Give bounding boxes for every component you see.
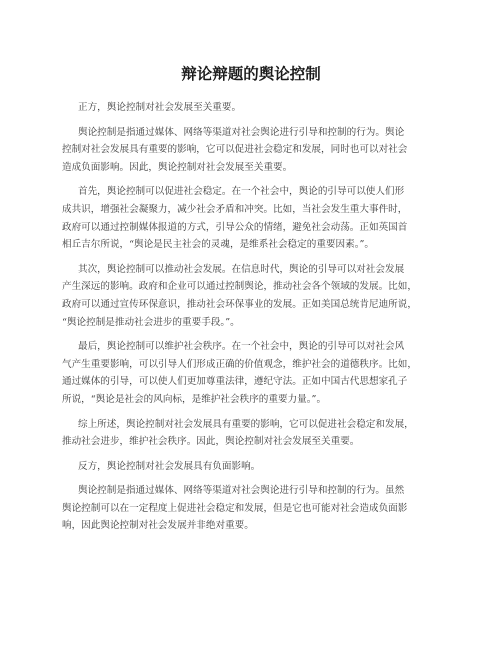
paragraph-line: 舆论控制是指通过媒体、网络等渠道对社会舆论进行引导和控制的行为。虽然 <box>78 485 405 497</box>
paragraph-line: 综上所述，舆论控制对社会发展具有重要的影响，它可以促进社会稳定和发展， <box>78 418 414 430</box>
paragraph-line: 通过媒体的引导，可以使人们更加尊重法律，遵纪守法。正如中国古代思想家孔子 <box>62 376 408 388</box>
paragraph-line: 产生深远的影响。政府和企业可以通过控制舆论，推动社会各个领域的发展。比如， <box>62 281 417 293</box>
paragraph <box>62 482 442 535</box>
paragraph <box>62 124 442 177</box>
paragraph-line: 成共识，增强社会凝聚力，减少社会矛盾和冲突。比如，当社会发生重大事件时， <box>62 203 408 215</box>
paragraph-line: 政府可以通过控制媒体报道的方式，引导公众的情绪，避免社会动荡。正如英国首 <box>62 221 408 233</box>
paragraph <box>62 183 442 253</box>
paragraph-line: 相丘吉尔所说，“舆论是民主社会的灵魂，是维系社会稳定的重要因素。”。 <box>62 239 375 251</box>
paragraph-line: 造成负面影响。因此，舆论控制对社会发展至关重要。 <box>62 161 293 173</box>
paragraph-line: 反方，舆论控制对社会发展具有负面影响。 <box>78 460 261 472</box>
paragraph-line: 响，因此舆论控制对社会发展并非绝对重要。 <box>62 520 254 532</box>
paragraph <box>62 416 442 451</box>
paragraph-line: 首先，舆论控制可以促进社会稳定。在一个社会中，舆论的引导可以使人们形 <box>78 186 405 198</box>
paragraph-line: 推动社会进步，维护社会秩序。因此，舆论控制对社会发展至关重要。 <box>62 436 360 448</box>
paragraph-line: 舆论控制可以在一定程度上促进社会稳定和发展，但是它也可能对社会造成负面影 <box>62 502 408 514</box>
document-body <box>62 99 442 542</box>
paragraph-line: 正方，舆论控制对社会发展至关重要。 <box>78 102 242 113</box>
paragraph <box>62 458 442 476</box>
paragraph-line: “舆论控制是推动社会进步的重要手段。”。 <box>62 316 240 328</box>
document-title: 辩论辩题的舆论控制 <box>181 65 321 83</box>
paragraph <box>62 99 442 117</box>
paragraph <box>62 261 442 331</box>
paragraph <box>62 338 442 408</box>
paragraph-line: 气产生重要影响，可以引导人们形成正确的价值观念，维护社会的道德秩序。比如， <box>62 358 417 370</box>
paragraph-line: 最后，舆论控制可以维护社会秩序。在一个社会中，舆论的引导可以对社会风 <box>78 341 405 353</box>
paragraph-line: 所说，“舆论是社会的风向标，是维护社会秩序的重要力量。”。 <box>62 393 327 405</box>
paragraph-line: 舆论控制是指通过媒体、网络等渠道对社会舆论进行引导和控制的行为。舆论 <box>78 126 405 138</box>
paragraph-line: 政府可以通过宣传环保意识，推动社会环保事业的发展。正如美国总统肯尼迪所说， <box>62 298 417 310</box>
paragraph-line: 控制对社会发展具有重要的影响，它可以促进社会稳定和发展，同时也可以对社会 <box>62 144 408 156</box>
paragraph-line: 其次，舆论控制可以推动社会发展。在信息时代，舆论的引导可以对社会发展 <box>78 263 405 275</box>
